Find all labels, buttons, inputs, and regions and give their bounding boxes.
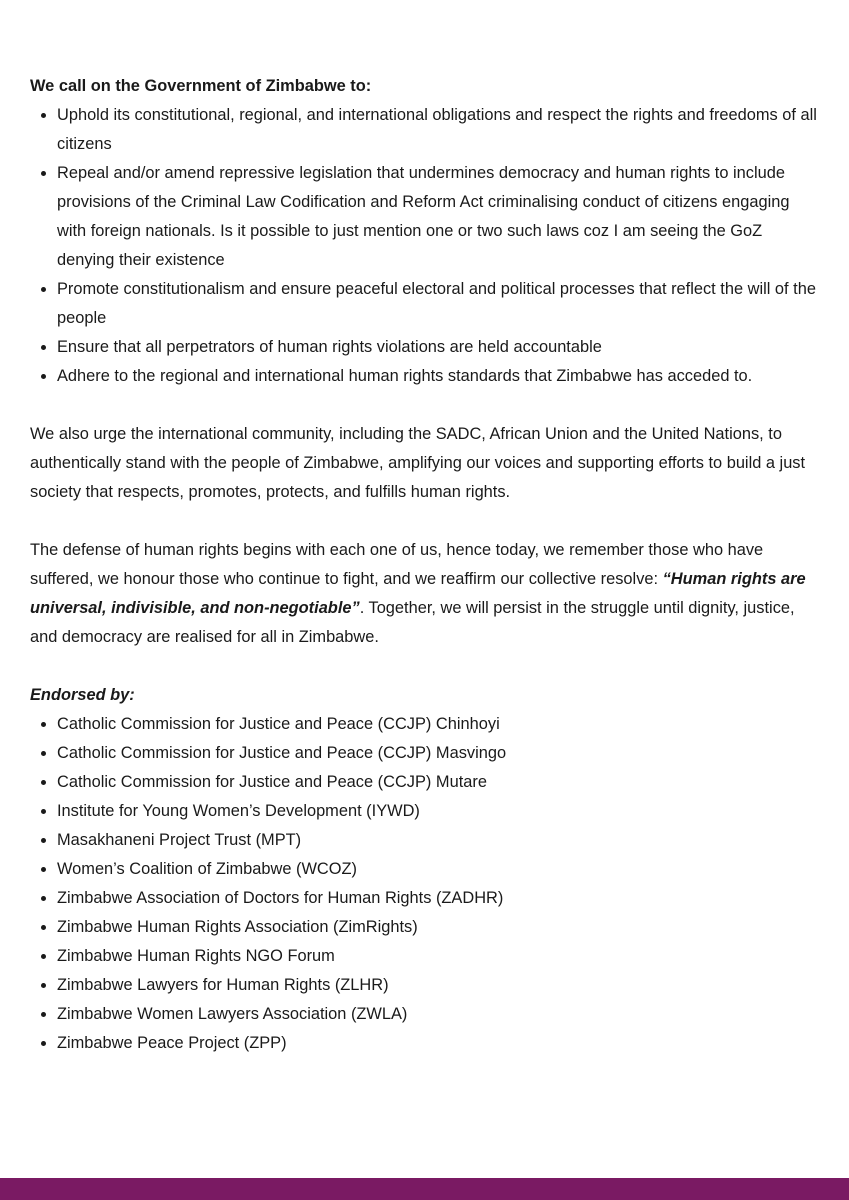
- urge-paragraph: We also urge the international community, including the SADC, African Union and the United Nations, to authentically stand with the people of Zimbabwe, amplifying our voices and supporting efforts to build a just society that respects, promotes, protects, and fulfills human rights.: [30, 425, 806, 501]
- list-item: • Uphold its constitutional, regional, and international obligations and respect the rights and freedoms of all citizens: [57, 101, 820, 159]
- list-item: • Catholic Commission for Justice and Peace (CCJP) Masvingo: [57, 739, 820, 768]
- document-body: [30, 72, 820, 1058]
- defense-text-end: . Together, we will persist in the struggle until dignity, justice, and democracy are realised for all in Zimbabwe.: [30, 599, 795, 646]
- defense-quote: “Human rights are universal, indivisible, and non-negotiable”: [30, 570, 806, 617]
- defense-text-start: The defense of human rights begins with each one of us, hence today, we remember those who have suffered, we honour those who continue to fight, and we reaffirm our collective resolve:: [30, 541, 764, 588]
- endorsed-heading: Endorsed by:: [30, 686, 135, 704]
- list-item: • Women’s Coalition of Zimbabwe (WCOZ): [57, 855, 820, 884]
- list-item: • Zimbabwe Peace Project (ZPP): [57, 1029, 820, 1058]
- defense-paragraph: [30, 536, 820, 652]
- list-item: • Zimbabwe Association of Doctors for Human Rights (ZADHR): [57, 884, 820, 913]
- spacer: [30, 652, 820, 681]
- list-item: • Zimbabwe Human Rights NGO Forum: [57, 942, 820, 971]
- call-list: [30, 101, 820, 391]
- endorsed-list: [30, 710, 820, 1058]
- list-item: • Repeal and/or amend repressive legislation that undermines democracy and human rights to include provisions of the Criminal Law Codification and Reform Act criminalising conduct of citizens engaging with foreign nationals. Is it possible to just mention one or two such laws coz I am seeing the GoZ denying their existence: [57, 159, 820, 275]
- footer-bar: [0, 1178, 849, 1200]
- call-heading: We call on the Government of Zimbabwe to:: [30, 77, 372, 95]
- list-item: • Catholic Commission for Justice and Peace (CCJP) Chinhoyi: [57, 710, 820, 739]
- list-item: • Adhere to the regional and international human rights standards that Zimbabwe has acceded to.: [57, 362, 820, 391]
- list-item: • Promote constitutionalism and ensure peaceful electoral and political processes that reflect the will of the people: [57, 275, 820, 333]
- spacer: [30, 391, 820, 420]
- list-item: • Institute for Young Women’s Development (IYWD): [57, 797, 820, 826]
- list-item: • Ensure that all perpetrators of human rights violations are held accountable: [57, 333, 820, 362]
- list-item: • Zimbabwe Women Lawyers Association (ZWLA): [57, 1000, 820, 1029]
- list-item: • Zimbabwe Lawyers for Human Rights (ZLHR): [57, 971, 820, 1000]
- list-item: • Masakhaneni Project Trust (MPT): [57, 826, 820, 855]
- spacer: [30, 507, 820, 536]
- list-item: • Catholic Commission for Justice and Peace (CCJP) Mutare: [57, 768, 820, 797]
- list-item: • Zimbabwe Human Rights Association (ZimRights): [57, 913, 820, 942]
